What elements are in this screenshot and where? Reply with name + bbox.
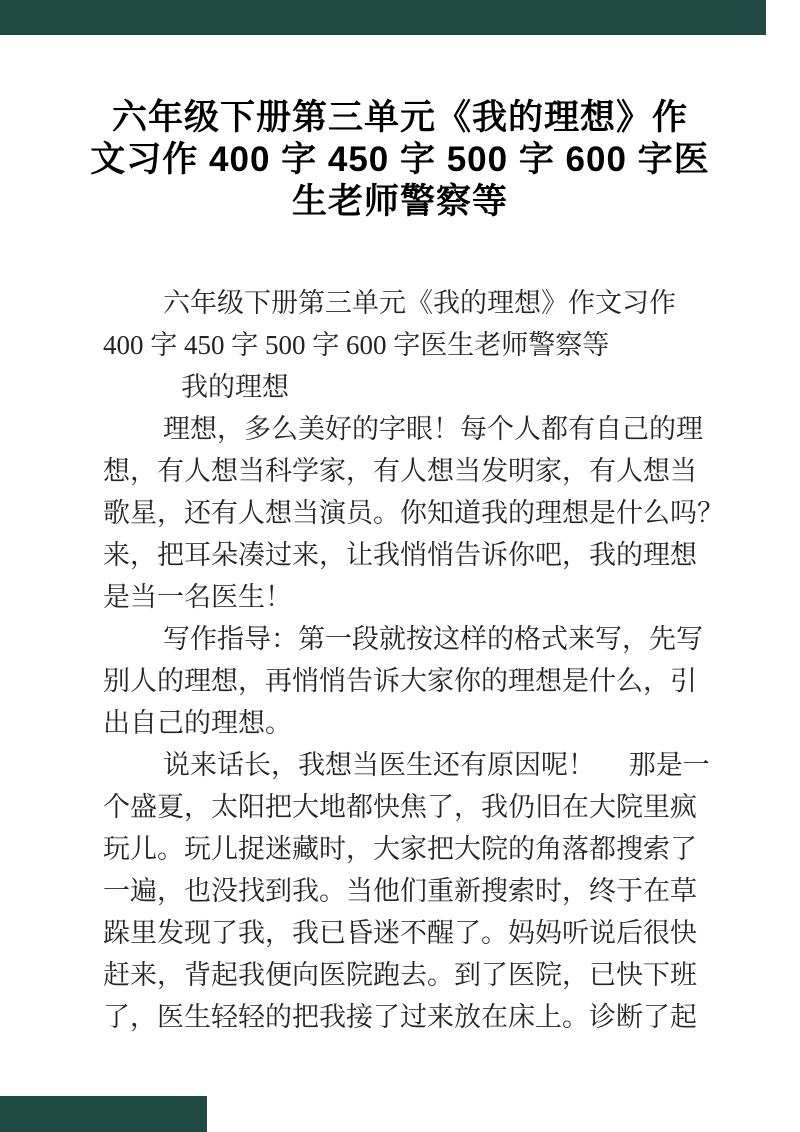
body-line: 赶来，背起我便向医院跑去。到了医院，已快下班 (103, 960, 697, 990)
body-line: 了，医生轻轻的把我接了过来放在床上。诊断了起 (103, 1002, 697, 1032)
body-line: 说来话长，我想当医生还有原因呢！ 那是一 (163, 750, 710, 780)
document-title (0, 97, 800, 223)
body-line: 来，把耳朵凑过来，让我悄悄告诉你吧，我的理想 (103, 540, 697, 570)
body-line: 跺里发现了我，我已昏迷不醒了。妈妈听说后很快 (103, 918, 697, 948)
body-line: 一遍，也没找到我。当他们重新搜索时，终于在草 (103, 876, 697, 906)
document-body (103, 282, 724, 1038)
body-line: 别人的理想，再悄悄告诉大家你的理想是什么，引 (103, 666, 697, 696)
body-line: 写作指导：第一段就按这样的格式来写，先写 (163, 624, 703, 654)
title-line-2: 文习作 400 字 450 字 500 字 600 字医 (90, 140, 710, 179)
top-decoration-bar (0, 0, 766, 35)
body-line: 想，有人想当科学家，有人想当发明家，有人想当 (103, 456, 697, 486)
body-line: 个盛夏，太阳把大地都快焦了，我仍旧在大院里疯 (103, 792, 697, 822)
body-line: 理想，多么美好的字眼！每个人都有自己的理 (163, 414, 703, 444)
body-line: 我的理想 (181, 372, 289, 402)
body-line: 出自己的理想。 (103, 708, 292, 738)
title-line-1: 六年级下册第三单元《我的理想》作 (111, 98, 688, 137)
body-line: 玩儿。玩儿捉迷藏时，大家把大院的角落都搜索了 (103, 834, 697, 864)
body-line: 400 字 450 字 500 字 600 字医生老师警察等 (103, 330, 610, 360)
body-line: 是当一名医生！ (103, 582, 292, 612)
body-line: 六年级下册第三单元《我的理想》作文习作 (163, 288, 676, 318)
body-line: 歌星，还有人想当演员。你知道我的理想是什么吗？ (103, 498, 724, 528)
bottom-left-decoration-bar (0, 1096, 207, 1132)
title-line-3: 生老师警察等 (291, 182, 508, 221)
